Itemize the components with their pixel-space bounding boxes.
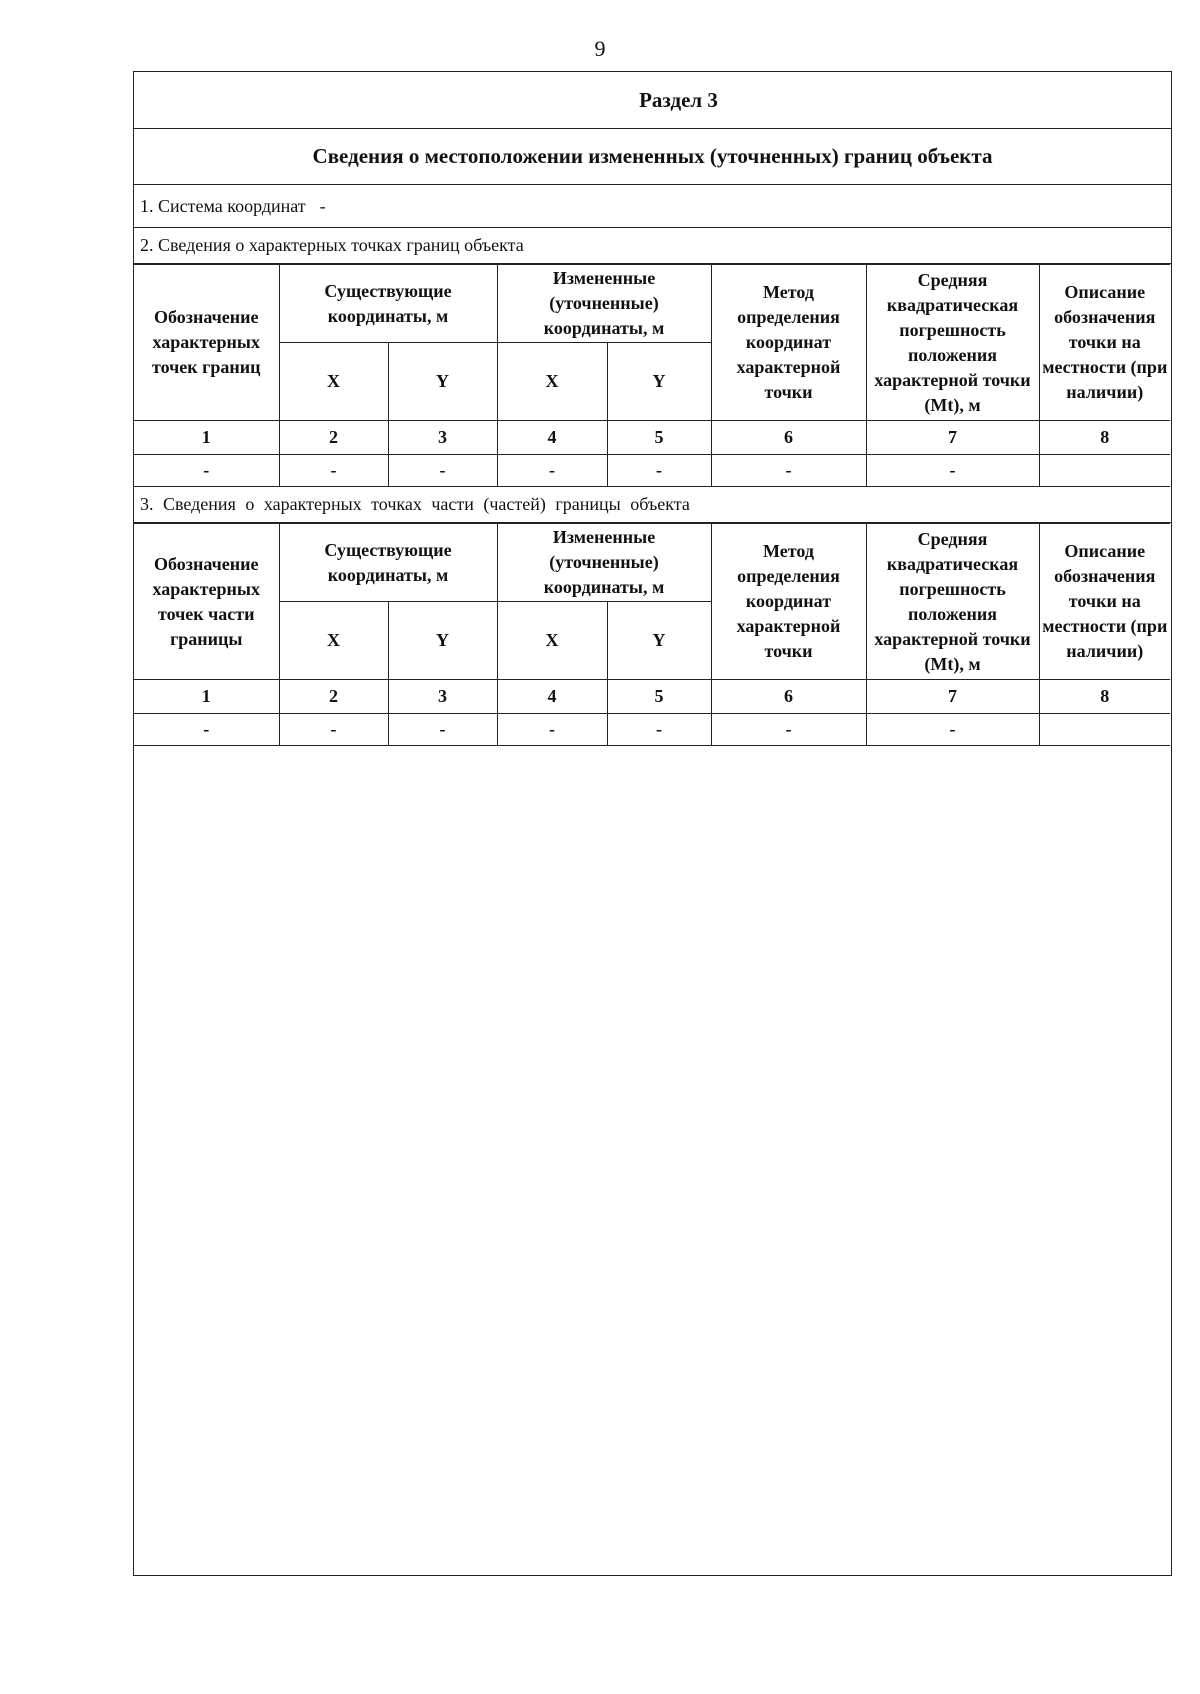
column-number: 7 (866, 680, 1039, 714)
header-y-changed: Y (607, 343, 711, 421)
coord-system-row (134, 185, 1171, 228)
section-title: Раздел 3 (134, 72, 1171, 129)
header-changed-coords: Измененные (уточненные) координаты, м (497, 524, 711, 602)
table-cell: - (279, 714, 388, 746)
header-point-designation: Обозначение характерных точек границ (134, 265, 279, 421)
boundary-points-table (134, 264, 1170, 487)
header-changed-coords: Измененные (уточненные) координаты, м (497, 265, 711, 343)
column-number: 4 (497, 680, 607, 714)
table-cell (1039, 714, 1170, 746)
coord-system-value: - (319, 195, 326, 216)
table-cell: - (388, 714, 497, 746)
header-y-existing: Y (388, 343, 497, 421)
header-y-changed: Y (607, 602, 711, 680)
header-method: Метод определения координат характерной точки (711, 265, 866, 421)
table-cell: - (388, 455, 497, 487)
table-cell: - (711, 455, 866, 487)
column-number: 5 (607, 680, 711, 714)
table-cell: - (497, 714, 607, 746)
column-number: 5 (607, 421, 711, 455)
header-description: Описание обозначения точки на местности (при наличии) (1039, 524, 1170, 680)
column-number: 6 (711, 680, 866, 714)
header-method: Метод определения координат характерной точки (711, 524, 866, 680)
header-existing-coords: Существующие координаты, м (279, 524, 497, 602)
column-number: 8 (1039, 421, 1170, 455)
header-x-existing: X (279, 602, 388, 680)
part3-title: 3. Сведения о характерных точках части (частей) границы объекта (134, 486, 1171, 523)
column-number: 7 (866, 421, 1039, 455)
header-y-existing: Y (388, 602, 497, 680)
page-number: 9 (594, 36, 606, 61)
table-cell: - (497, 455, 607, 487)
section-subtitle: Сведения о местоположении измененных (уточненных) границ объекта (134, 129, 1171, 185)
column-number-row (134, 421, 1170, 455)
part2-title: 2. Сведения о характерных точках границ объекта (134, 228, 1171, 264)
header-description: Описание обозначения точки на местности (при наличии) (1039, 265, 1170, 421)
table-cell: - (607, 455, 711, 487)
column-number: 3 (388, 680, 497, 714)
table-row (134, 455, 1170, 487)
column-number: 8 (1039, 680, 1170, 714)
part-boundary-points-table (134, 523, 1170, 746)
header-x-changed: X (497, 343, 607, 421)
document-frame (133, 71, 1172, 1576)
header-existing-coords: Существующие координаты, м (279, 265, 497, 343)
column-number: 1 (134, 680, 279, 714)
table-row (134, 714, 1170, 746)
column-number: 1 (134, 421, 279, 455)
table-cell: - (866, 714, 1039, 746)
column-number: 4 (497, 421, 607, 455)
header-error: Средняя квадратическая погрешность положения характерной точки (Mt), м (866, 265, 1039, 421)
table-cell: - (866, 455, 1039, 487)
column-number: 2 (279, 680, 388, 714)
table-cell (1039, 455, 1170, 487)
table-cell: - (134, 714, 279, 746)
column-number: 3 (388, 421, 497, 455)
column-number: 6 (711, 421, 866, 455)
table-cell: - (607, 714, 711, 746)
table-cell: - (279, 455, 388, 487)
header-x-existing: X (279, 343, 388, 421)
header-x-changed: X (497, 602, 607, 680)
column-number: 2 (279, 421, 388, 455)
header-error: Средняя квадратическая погрешность положения характерной точки (Mt), м (866, 524, 1039, 680)
column-number-row (134, 680, 1170, 714)
header-point-designation: Обозначение характерных точек части границы (134, 524, 279, 680)
table-cell: - (134, 455, 279, 487)
table-cell: - (711, 714, 866, 746)
coord-system-label: 1. Система координат (140, 195, 306, 216)
